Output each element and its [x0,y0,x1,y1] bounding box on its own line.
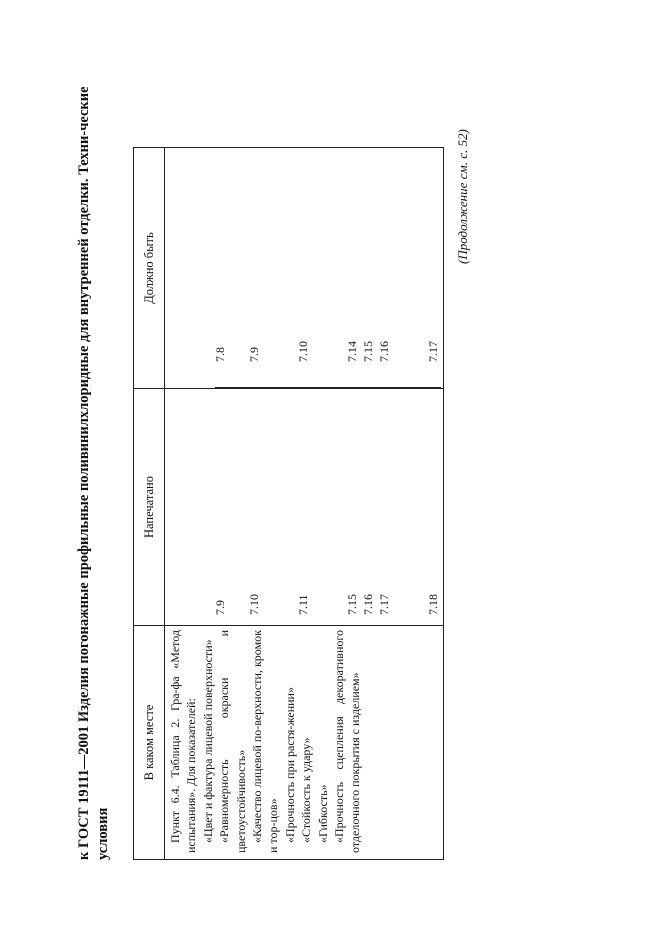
table-header-row [134,148,165,860]
where-item: «Цвет и фактура лицевой поверхности» [200,639,215,843]
printed-value: 7.9 [213,600,227,615]
where-item: «Прочность при растя-жении» [282,687,297,843]
printed-value: 7.11 [296,594,310,615]
continuation-note: (Продолжение см. с. 52) [455,129,470,264]
should-be-value: 7.8 [213,347,227,362]
where-item: «Стойкость к удару» [299,737,314,843]
rotated-page [75,80,495,860]
printed-value: 7.18 [426,594,440,615]
should-be-value: 7.14 [345,341,359,362]
printed-value: 7.10 [247,594,261,615]
where-item: «Прочность сцепления декоративного отделочного покрытия с изделием» [332,630,363,853]
document-heading: к ГОСТ 19111—2001 Изделия погонажные профильные поливинилхлоридные для внутренней отделки. Техни-ческие условия [76,86,111,860]
printed-cell [165,389,444,626]
printed-value: 7.15 [345,594,359,615]
printed-value: 7.16 [361,594,375,615]
should-be-value: 7.9 [247,347,261,362]
should-be-value: 7.15 [361,341,375,362]
where-intro: Пункт 6.4. Таблица 2. Гра-фа «Метод испытания». Для показателей: [168,630,199,853]
where-item: «Качество лицевой по-верхности, кромок и тор-цов» [250,630,281,853]
should-be-value: 7.17 [426,341,440,362]
should-be-value: 7.10 [296,341,310,362]
header-where: В каком месте [134,626,165,860]
table-row [165,148,444,860]
correction-table [133,147,444,860]
where-item: «Равномерность окраски и цветоустойчивость» [217,630,248,853]
printed-value: 7.17 [377,594,391,615]
header-should-be: Должно быть [134,148,165,389]
should-be-value: 7.16 [377,341,391,362]
where-cell [165,626,444,860]
column-divider [215,387,441,389]
header-printed: Напечатано [134,389,165,626]
where-item: «Гибкость» [315,784,330,843]
should-be-cell [165,148,444,389]
